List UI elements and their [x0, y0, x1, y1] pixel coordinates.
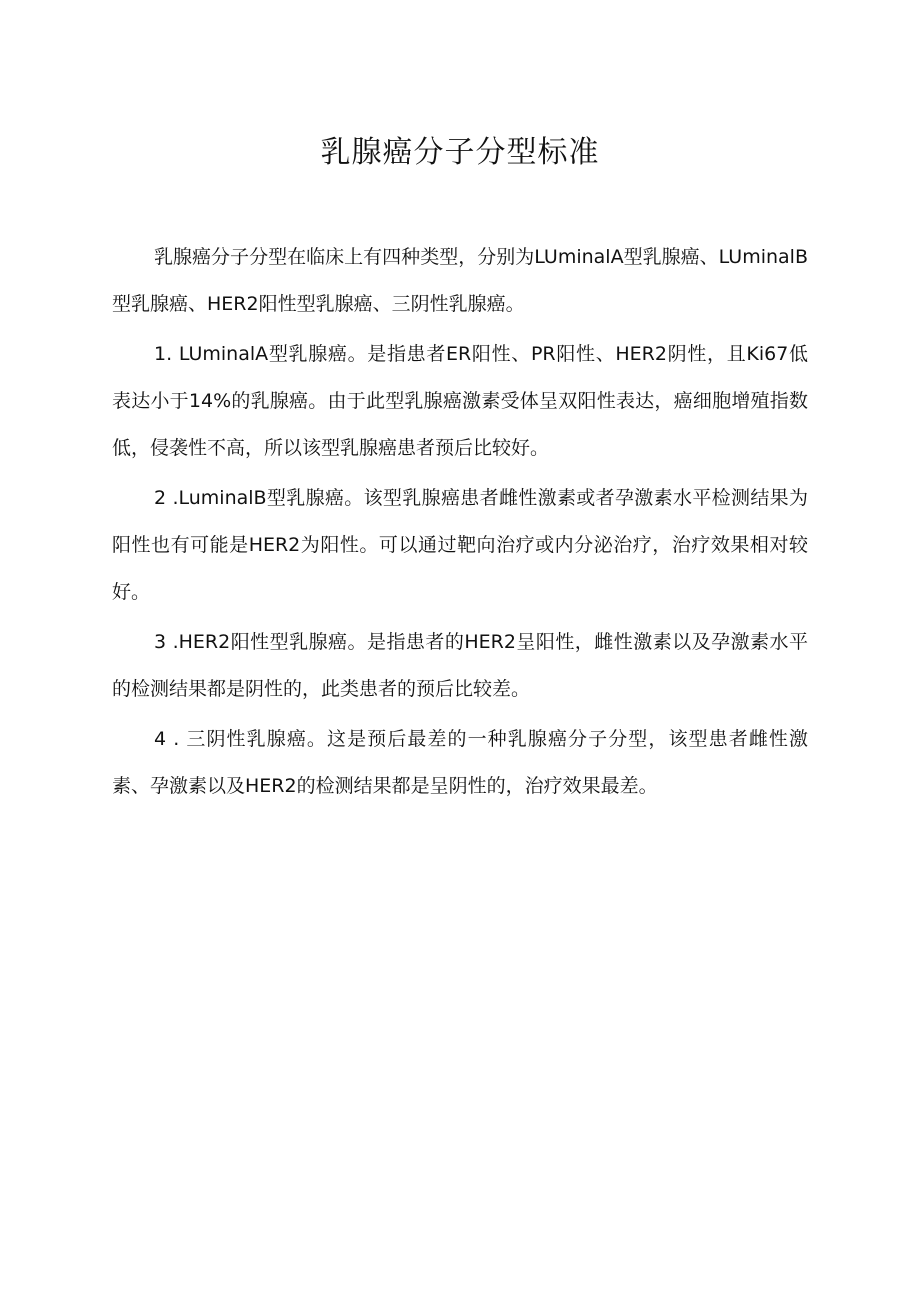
intro-paragraph: 乳腺癌分子分型在临床上有四种类型，分别为LUminalA型乳腺癌、LUminalB型乳腺癌、HER2阳性型乳腺癌、三阴性乳腺癌。	[112, 246, 808, 315]
luminal-a-paragraph: 1. LUminalA型乳腺癌。是指患者ER阳性、PR阳性、HER2阴性，且Ki67低表达小于14%的乳腺癌。由于此型乳腺癌激素受体呈双阳性表达，癌细胞增殖指数低，侵袭性不高，所以该型乳腺癌患者预后比较好。	[112, 343, 808, 459]
document-body	[112, 234, 808, 813]
triple-negative-paragraph: 4 . 三阴性乳腺癌。这是预后最差的一种乳腺癌分子分型，该型患者雌性激素、孕激素以及HER2的检测结果都是呈阴性的，治疗效果最差。	[112, 728, 808, 797]
luminal-b-paragraph: 2 .LuminalB型乳腺癌。该型乳腺癌患者雌性激素或者孕激素水平检测结果为阳性也有可能是HER2为阳性。可以通过靶向治疗或内分泌治疗，治疗效果相对较好。	[112, 487, 808, 603]
her2-positive-paragraph: 3 .HER2阳性型乳腺癌。是指患者的HER2呈阳性，雌性激素以及孕激素水平的检测结果都是阴性的，此类患者的预后比较差。	[112, 631, 808, 700]
document-title: 乳腺癌分子分型标准	[320, 135, 600, 170]
